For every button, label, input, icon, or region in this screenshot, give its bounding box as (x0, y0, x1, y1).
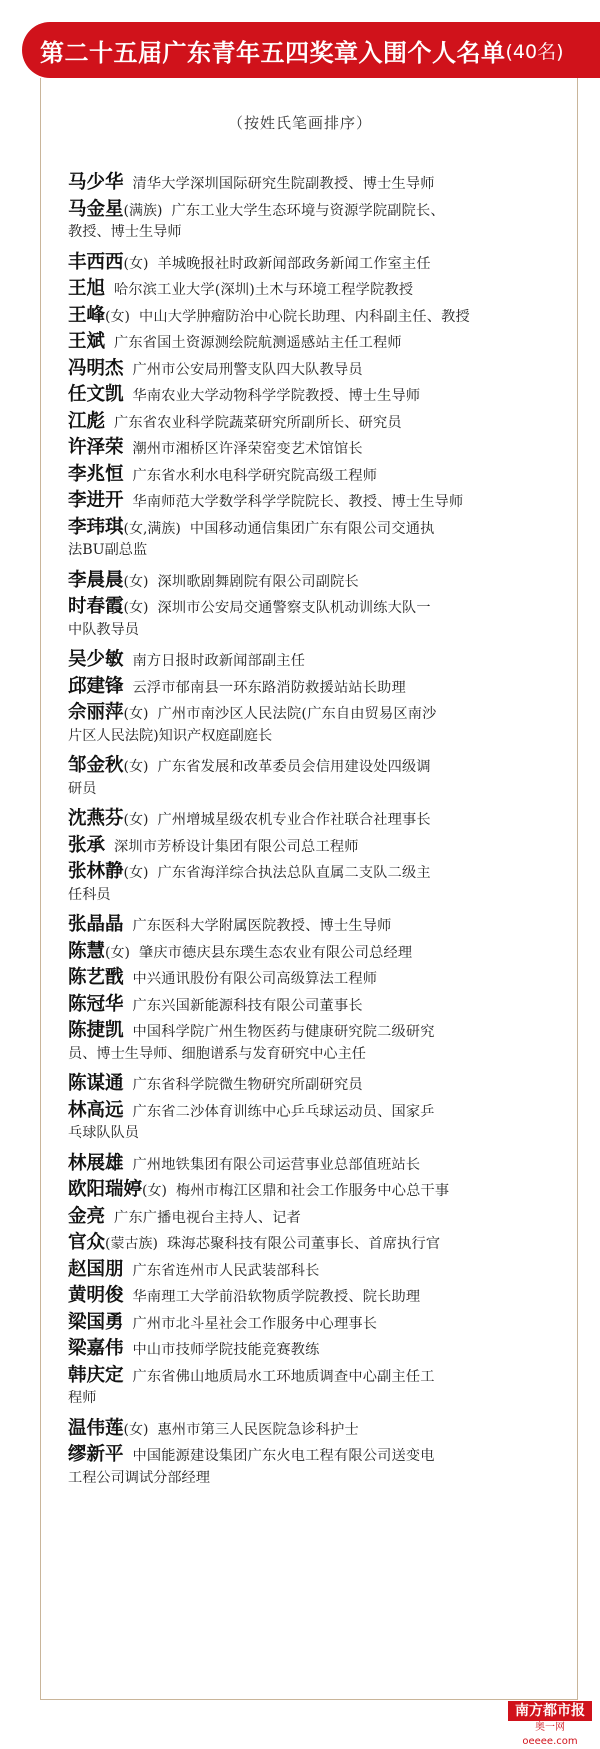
honoree-name: 欧阳瑞婷 (68, 1179, 143, 1200)
honoree-description: 中国科学院广州生物医药与健康研究院二级研究 (132, 1024, 435, 1040)
list-item-continuation (68, 539, 552, 566)
list-item (68, 1440, 552, 1467)
list-item (68, 804, 552, 831)
list-item (68, 645, 552, 672)
honoree-description: 肇庆市德庆县东璞生态农业有限公司总经理 (138, 944, 413, 961)
list-item-continuation (68, 1122, 552, 1149)
honoree-description: 广东医科大学附属医院教授、博士生导师 (132, 918, 392, 934)
honoree-description: 广东省科学院微生物研究所副研究员 (132, 1077, 363, 1093)
honoree-description: 惠州市第三人民医院急诊科护士 (157, 1421, 359, 1438)
list-item (68, 1414, 552, 1441)
list-item (68, 672, 552, 699)
honoree-name: 缪新平 (68, 1444, 124, 1465)
honoree-name: 温伟莲 (68, 1417, 124, 1439)
honoree-description: 广东省农业科学院蔬菜研究所副所长、研究员 (114, 414, 402, 431)
honoree-list (68, 168, 552, 1493)
list-item (68, 937, 552, 964)
list-item (68, 248, 552, 275)
list-item (68, 460, 552, 487)
list-item-continuation (68, 1387, 552, 1414)
honoree-description: 广东省海洋综合执法总队直属二支队二级主 (157, 865, 431, 881)
honoree-tag: (女,满族) (123, 520, 181, 537)
list-item (68, 990, 552, 1017)
title-banner (22, 22, 600, 78)
honoree-name: 李进开 (68, 490, 124, 511)
honoree-description: 广州市南沙区人民法院(广东自由贸易区南沙 (157, 706, 437, 722)
honoree-name: 马少华 (68, 172, 124, 193)
honoree-description: 广东工业大学生态环境与资源学院副院长、 (171, 202, 445, 219)
honoree-tag: (女) (123, 706, 149, 722)
honoree-description: 广东省二沙体育训练中心乒乓球运动员、国家乒 (132, 1103, 435, 1120)
brand-name: 南方都市报 (508, 1701, 592, 1721)
list-item (68, 1228, 552, 1255)
honoree-name: 林高远 (68, 1099, 124, 1121)
list-item (68, 751, 552, 778)
honoree-name: 张晶晶 (68, 914, 124, 935)
honoree-description: 南方日报时政新闻部副主任 (132, 653, 306, 669)
honoree-tag: (女) (105, 308, 130, 325)
honoree-name: 韩庆定 (68, 1364, 124, 1386)
list-item (68, 327, 552, 354)
list-count: (40名) (505, 40, 564, 63)
list-item (68, 857, 552, 884)
list-item (68, 1308, 552, 1335)
honoree-name: 金亮 (68, 1205, 106, 1227)
honoree-name: 任文凯 (68, 384, 124, 405)
honoree-description: 中山大学肿瘤防治中心院长助理、内科副主任、教授 (138, 308, 470, 325)
site-name: 奥一网oeeee.com (522, 1722, 578, 1747)
list-item (68, 168, 552, 195)
honoree-description-continued: 法BU副总监 (68, 542, 148, 558)
honoree-tag: (女) (123, 759, 149, 775)
honoree-name: 赵国朋 (68, 1258, 124, 1280)
honoree-description: 广东兴国新能源科技有限公司董事长 (132, 997, 363, 1014)
list-title: 第二十五届广东青年五四奖章入围个人名单 (40, 38, 506, 67)
honoree-description-continued: 工程公司调试分部经理 (68, 1469, 210, 1486)
list-item (68, 1016, 552, 1043)
honoree-description-continued: 教授、博士生导师 (68, 224, 182, 240)
sort-note: （按姓氏笔画排序） (227, 114, 372, 132)
honoree-description: 潮州市湘桥区许泽荣窑变艺术馆馆长 (132, 441, 363, 457)
honoree-description: 广东广播电视台主持人、记者 (114, 1209, 302, 1226)
honoree-description: 广东省国土资源测绘院航测遥感站主任工程师 (114, 335, 402, 351)
list-item-continuation (68, 619, 552, 646)
honoree-name: 李晨晨 (68, 569, 124, 591)
honoree-tag: (女) (123, 255, 149, 272)
honoree-name: 冯明杰 (68, 357, 124, 379)
honoree-tag: (女) (105, 944, 130, 961)
honoree-description: 珠海芯聚科技有限公司董事长、首席执行官 (166, 1236, 441, 1252)
honoree-name: 林展雄 (68, 1152, 124, 1174)
list-item (68, 354, 552, 381)
honoree-description: 哈尔滨工业大学(深圳)土木与环境工程学院教授 (114, 282, 414, 298)
honoree-description: 清华大学深圳国际研究生院副教授、博士生导师 (132, 176, 435, 192)
honoree-description-continued: 乓球队队员 (68, 1125, 139, 1141)
newspaper-logo (508, 1701, 592, 1747)
honoree-description: 广州增城星级农机专业合作社联合社理事长 (157, 812, 431, 828)
honoree-name: 佘丽萍 (68, 702, 124, 723)
list-item (68, 1255, 552, 1282)
list-item (68, 1202, 552, 1229)
honoree-name: 张林静 (68, 861, 124, 882)
honoree-description: 华南农业大学动物科学学院教授、博士生导师 (132, 388, 421, 404)
honoree-description: 广州市北斗星社会工作服务中心理事长 (132, 1315, 378, 1332)
list-item-continuation (68, 725, 552, 752)
honoree-description: 中国移动通信集团广东有限公司交通执 (189, 520, 435, 537)
honoree-description-continued: 程师 (68, 1390, 97, 1406)
honoree-tag: (女) (123, 1421, 149, 1438)
honoree-name: 李兆恒 (68, 463, 124, 485)
list-item (68, 301, 552, 328)
list-item (68, 1361, 552, 1388)
list-item (68, 1096, 552, 1123)
honoree-name: 马金星 (68, 198, 124, 220)
honoree-name: 张承 (68, 834, 106, 856)
list-item (68, 407, 552, 434)
honoree-description: 广东省连州市人民武装部科长 (132, 1262, 320, 1279)
honoree-tag: (女) (142, 1183, 167, 1199)
honoree-description: 广州市公安局刑警支队四大队教导员 (132, 361, 363, 378)
list-item (68, 195, 552, 222)
list-item (68, 1334, 552, 1361)
honoree-name: 王斌 (68, 331, 106, 352)
honoree-description-continued: 员、博士生导师、细胞谱系与发育研究中心主任 (68, 1045, 366, 1062)
honoree-tag: (满族) (123, 202, 163, 219)
honoree-name: 许泽荣 (68, 437, 124, 458)
honoree-name: 官众 (68, 1232, 106, 1253)
honoree-description: 广州地铁集团有限公司运营事业总部值班站长 (132, 1156, 421, 1173)
list-item-continuation (68, 884, 552, 911)
honoree-description: 中国能源建设集团广东火电工程有限公司送变电 (132, 1448, 435, 1464)
honoree-name: 黄明俊 (68, 1285, 124, 1306)
honoree-description: 广东省水利水电科学研究院高级工程师 (132, 467, 378, 484)
list-item (68, 513, 552, 540)
list-item-continuation (68, 1043, 552, 1070)
honoree-description: 梅州市梅江区鼎和社会工作服务中心总干事 (175, 1183, 450, 1199)
honoree-tag: (女) (123, 812, 149, 828)
honoree-name: 陈艺戬 (68, 967, 124, 988)
honoree-name: 丰西西 (68, 251, 124, 273)
honoree-description: 羊城晚报社时政新闻部政务新闻工作室主任 (157, 255, 431, 272)
honoree-name: 沈燕芬 (68, 808, 124, 829)
honoree-description-continued: 研员 (68, 780, 97, 797)
honoree-tag: (女) (123, 600, 149, 616)
list-item-continuation (68, 221, 552, 248)
honoree-description: 深圳市公安局交通警察支队机动训练大队一 (157, 600, 431, 616)
honoree-name: 陈慧 (68, 940, 106, 962)
list-item (68, 380, 552, 407)
list-item (68, 274, 552, 301)
honoree-description: 深圳市芳桥设计集团有限公司总工程师 (114, 838, 359, 855)
list-item-continuation (68, 778, 552, 805)
list-item (68, 486, 552, 513)
list-item (68, 1175, 552, 1202)
list-item (68, 1281, 552, 1308)
honoree-description-continued: 任科员 (68, 886, 111, 903)
honoree-description: 华南理工大学前沿软物质学院教授、院长助理 (132, 1289, 421, 1305)
honoree-description: 广东省佛山地质局水工环地质调查中心副主任工 (132, 1368, 435, 1385)
honoree-name: 陈谋通 (68, 1073, 124, 1094)
list-item (68, 698, 552, 725)
honoree-name: 王旭 (68, 278, 106, 299)
list-item-continuation (68, 1467, 552, 1494)
honoree-name: 陈捷凯 (68, 1020, 124, 1041)
honoree-name: 邹金秋 (68, 755, 124, 776)
honoree-description: 深圳歌剧舞剧院有限公司副院长 (157, 573, 359, 590)
honoree-description: 华南师范大学数学科学学院院长、教授、博士生导师 (132, 494, 464, 510)
honoree-tag: (蒙古族) (105, 1236, 158, 1252)
list-item (68, 831, 552, 858)
honoree-description: 中山市技师学院技能竞赛教练 (132, 1342, 320, 1358)
list-item (68, 963, 552, 990)
honoree-tag: (女) (123, 865, 149, 881)
list-item (68, 1149, 552, 1176)
honoree-name: 时春霞 (68, 596, 124, 617)
honoree-description: 中兴通讯股份有限公司高级算法工程师 (132, 971, 378, 987)
list-item (68, 910, 552, 937)
honoree-name: 梁国勇 (68, 1311, 124, 1333)
list-item (68, 592, 552, 619)
honoree-tag: (女) (123, 573, 149, 590)
honoree-name: 邱建锋 (68, 675, 124, 697)
honoree-name: 江彪 (68, 410, 106, 432)
honoree-name: 梁嘉伟 (68, 1338, 124, 1359)
honoree-description: 云浮市郁南县一环东路消防救援站站长助理 (132, 679, 406, 696)
honoree-name: 李玮琪 (68, 516, 124, 538)
honoree-name: 吴少敏 (68, 649, 124, 670)
list-item (68, 433, 552, 460)
list-item (68, 566, 552, 593)
honoree-description-continued: 中队教导员 (68, 621, 139, 638)
honoree-description-continued: 片区人民法院)知识产权庭副庭长 (68, 727, 273, 744)
list-item (68, 1069, 552, 1096)
honoree-name: 王峰 (68, 304, 106, 326)
honoree-description: 广东省发展和改革委员会信用建设处四级调 (157, 759, 431, 775)
honoree-name: 陈冠华 (68, 993, 124, 1015)
